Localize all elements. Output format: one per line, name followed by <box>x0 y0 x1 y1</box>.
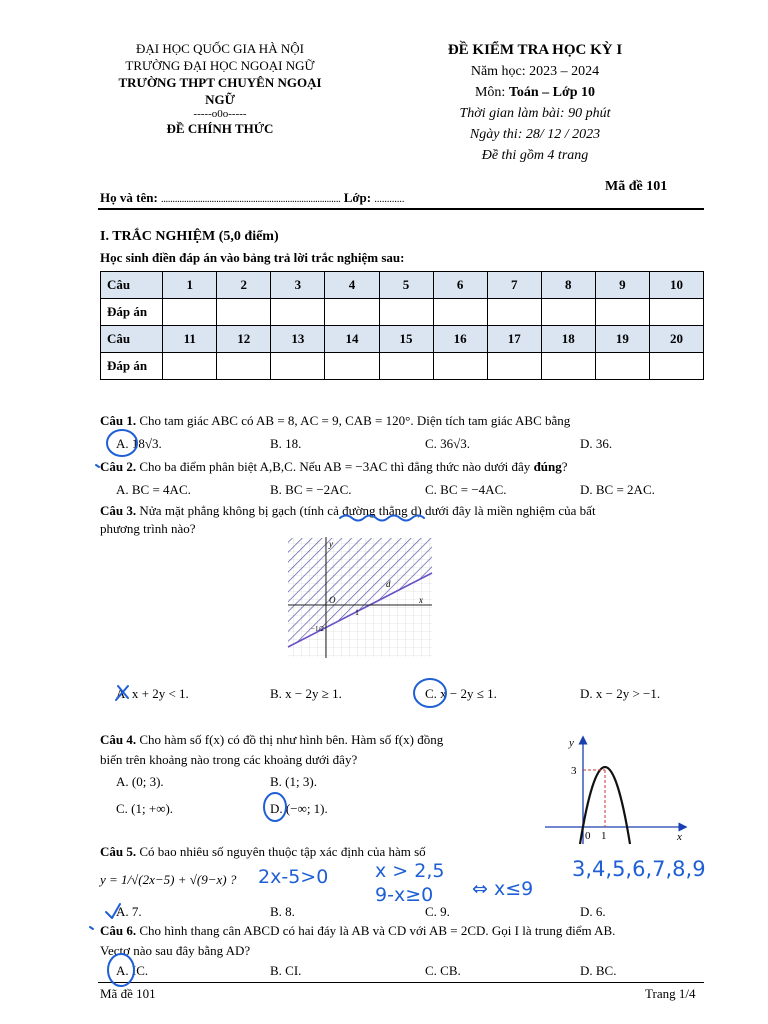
question-label: Câu 3. <box>100 503 137 518</box>
name-field[interactable]: .............................................................................. <box>161 194 341 205</box>
q2-option-c[interactable]: C. BC = −4AC. <box>425 482 507 497</box>
exam-duration: Thời gian làm bài: 90 phút <box>459 106 611 121</box>
table-cell: 1 <box>163 272 217 299</box>
table-cell: 6 <box>433 272 487 299</box>
table-cell: 3 <box>271 272 325 299</box>
tick-mark-q2 <box>96 465 99 467</box>
q3-option-c[interactable]: C. x − 2y ≤ 1. <box>425 686 497 701</box>
section-title: I. TRẮC NGHIỆM (5,0 điểm) <box>100 229 279 244</box>
table-cell: 20 <box>649 326 703 353</box>
q3-option-b[interactable]: B. x − 2y ≥ 1. <box>270 686 342 701</box>
table-cell: 13 <box>271 326 325 353</box>
q1-option-d[interactable]: D. 36. <box>580 436 613 451</box>
table-cell: 9 <box>595 272 649 299</box>
school-year: Năm học: 2023 – 2024 <box>470 64 600 79</box>
question-text: Cho hình thang cân ABCD có hai đáy là AB và CD với AB = 2CD. Gọi I là trung điểm AB. <box>139 923 616 938</box>
q4-option-c[interactable]: C. (1; +∞). <box>116 801 174 816</box>
tick-three: 3 <box>571 765 577 777</box>
table-cell: 7 <box>487 272 541 299</box>
question-6-cont: Vectơ nào sau đây bằng AD? <box>100 943 251 958</box>
name-label: Họ và tên: <box>100 190 158 205</box>
table-cell: Đáp án <box>101 353 163 380</box>
faculty-name: TRƯỜNG ĐẠI HỌC NGOẠI NGỮ <box>125 58 315 73</box>
table-cell: 15 <box>379 326 433 353</box>
exam-title: ĐỀ KIỂM TRA HỌC KỲ I <box>447 42 623 58</box>
q3-option-a[interactable]: A. x + 2y < 1. <box>116 686 189 701</box>
q3-option-d[interactable]: D. x − 2y > −1. <box>580 686 661 701</box>
section-instruction: Học sinh điền đáp án vào bảng trả lời trắc nghiệm sau: <box>100 250 405 265</box>
question-text: Nửa mặt phẳng không bị gạch (tính cả đường thẳng d) dưới đây là miền nghiệm của bất <box>139 503 596 518</box>
q2-option-d[interactable]: D. BC = 2AC. <box>580 482 655 497</box>
question-text: Có bao nhiêu số nguyên thuộc tập xác định của hàm số <box>139 844 426 859</box>
table-cell: 18 <box>541 326 595 353</box>
tick-zero: 0 <box>585 830 591 842</box>
table-cell: 17 <box>487 326 541 353</box>
q1-option-a[interactable]: A. 18√3. <box>116 436 162 451</box>
q2-option-b[interactable]: B. BC = −2AC. <box>270 482 352 497</box>
underline-squiggle-q3 <box>340 516 424 521</box>
header-divider: -----o0o----- <box>193 108 247 120</box>
question-text: Cho hàm số f(x) có đồ thị như hình bên. Hàm số f(x) đồng <box>139 732 444 747</box>
class-field[interactable]: ............ <box>374 194 405 205</box>
question-end: ? <box>561 459 568 474</box>
q2-option-a[interactable]: A. BC = 4AC. <box>116 482 191 497</box>
table-cell: 12 <box>217 326 271 353</box>
subject-value: Toán – Lớp 10 <box>508 85 596 100</box>
tick-neg-half: −1/2 <box>311 625 324 633</box>
table-cell: 5 <box>379 272 433 299</box>
question-text: Cho ba điểm phân biệt A,B,C. Nếu AB = −3AC thì đẳng thức nào dưới đây <box>139 459 531 474</box>
table-cell: Câu <box>101 272 163 299</box>
university-name: ĐẠI HỌC QUỐC GIA HÀ NỘI <box>136 41 304 56</box>
tick-mark-q6 <box>90 927 93 929</box>
page-count: Đề thi gồm 4 trang <box>481 148 589 163</box>
table-cell: Câu <box>101 326 163 353</box>
q5-option-d[interactable]: D. 6. <box>580 904 606 919</box>
q1-option-b[interactable]: B. 18. <box>270 436 302 451</box>
line-d-label: d <box>386 579 391 589</box>
handwriting-note-5: 3,4,5,6,7,8,9 <box>572 857 706 881</box>
exam-code: Mã đề 101 <box>605 179 668 194</box>
class-label: Lớp: <box>343 190 372 205</box>
footer-exam-code: Mã đề 101 <box>100 986 156 1001</box>
x-axis-label: x <box>419 595 423 605</box>
table-cell: Đáp án <box>101 299 163 326</box>
table-cell: 4 <box>325 272 379 299</box>
question-label: Câu 2. <box>100 459 137 474</box>
school-name-line2: NGỮ <box>205 92 235 107</box>
table-cell: 8 <box>541 272 595 299</box>
question-text: Cho tam giác ABC có AB = 8, AC = 9, CAB = 120°. Diện tích tam giác ABC bằng <box>139 413 571 428</box>
table-cell: 2 <box>217 272 271 299</box>
handwriting-note-1: 2x-5>0 <box>258 866 329 888</box>
x-axis-label: x <box>677 831 682 843</box>
circle-mark-q1 <box>107 430 137 456</box>
q5-option-b[interactable]: B. 8. <box>270 904 295 919</box>
q5-option-c[interactable]: C. 9. <box>425 904 450 919</box>
tick-one: 1 <box>355 608 359 617</box>
table-cell: 16 <box>433 326 487 353</box>
footer-page-number: Trang 1/4 <box>645 986 696 1001</box>
question-label: Câu 1. <box>100 413 137 428</box>
check-mark-q5 <box>106 904 120 918</box>
circle-mark-q4 <box>264 793 286 821</box>
question-4-cont: biến trên khoảng nào trong các khoảng dưới đây? <box>100 752 358 767</box>
circle-mark-q3 <box>414 679 446 707</box>
origin-label: O <box>329 595 336 605</box>
handwriting-note-4: ⇔ x≤9 <box>472 878 534 900</box>
table-cell: 14 <box>325 326 379 353</box>
q6-option-a[interactable]: A. IC. <box>116 963 149 978</box>
handwriting-note-2: x > 2,5 <box>375 860 445 882</box>
tick-one: 1 <box>601 830 607 842</box>
handwriting-note-3: 9-x≥0 <box>375 884 434 906</box>
q4-option-b[interactable]: B. (1; 3). <box>270 774 317 789</box>
q4-option-d[interactable]: D. (−∞; 1). <box>270 801 328 816</box>
question-5-formula: y = 1/√(2x−5) + √(9−x) ? <box>100 872 237 887</box>
q1-option-c[interactable]: C. 36√3. <box>425 436 471 451</box>
question-label: Câu 4. <box>100 732 137 747</box>
q6-option-d[interactable]: D. BC. <box>580 963 617 978</box>
question-emphasis: đúng <box>533 459 562 474</box>
q4-option-a[interactable]: A. (0; 3). <box>116 774 164 789</box>
table-cell: 11 <box>163 326 217 353</box>
q6-option-c[interactable]: C. CB. <box>425 963 461 978</box>
question-label: Câu 5. <box>100 844 137 859</box>
q5-option-a[interactable]: A. 7. <box>116 904 142 919</box>
circle-mark-q6 <box>108 954 134 986</box>
question-3-cont: phương trình nào? <box>100 521 196 536</box>
y-axis-label: y <box>329 539 333 549</box>
table-cell: 10 <box>649 272 703 299</box>
y-axis-label: y <box>569 737 574 749</box>
q6-option-b[interactable]: B. CI. <box>270 963 302 978</box>
exam-date: Ngày thi: 28/ 12 / 2023 <box>469 127 601 142</box>
table-cell: 19 <box>595 326 649 353</box>
official-exam-label: ĐỀ CHÍNH THỨC <box>166 121 274 136</box>
subject-prefix: Môn: <box>474 85 509 100</box>
cross-mark-q3 <box>116 686 128 700</box>
question-label: Câu 6. <box>100 923 137 938</box>
school-name-line1: TRƯỜNG THPT CHUYÊN NGOẠI <box>118 75 322 90</box>
